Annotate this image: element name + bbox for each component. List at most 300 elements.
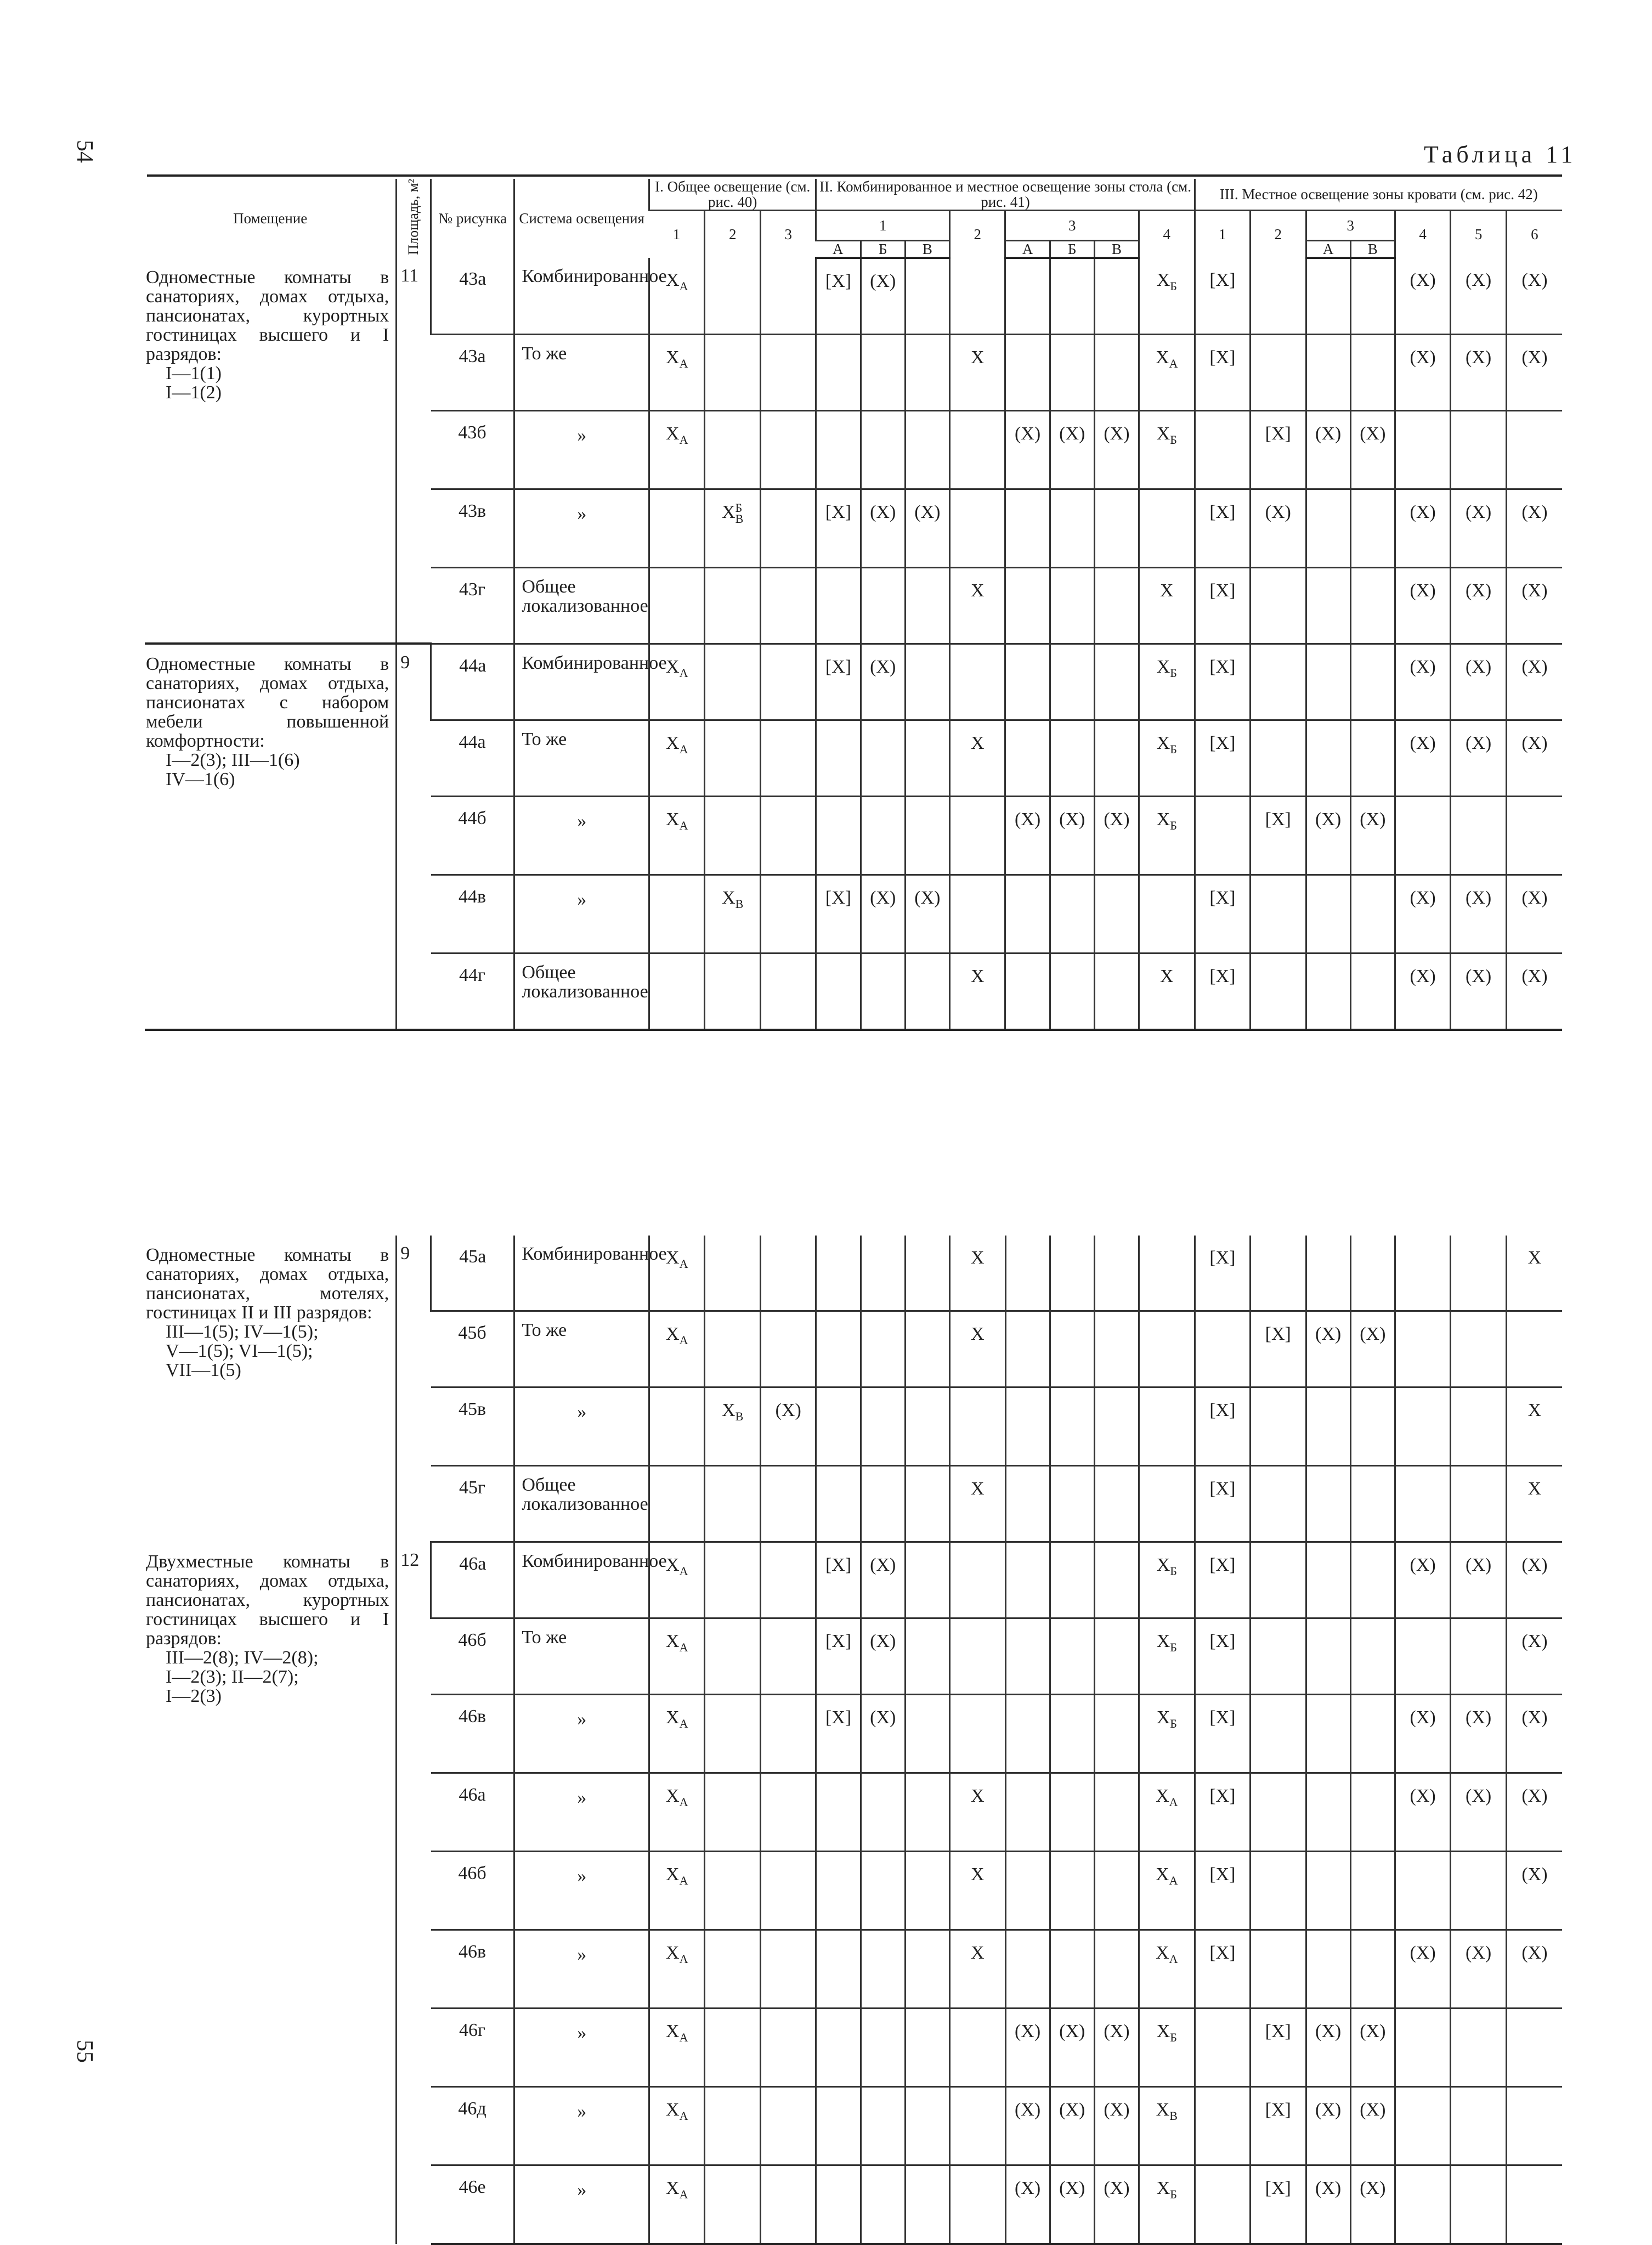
mark-cell [760, 334, 816, 410]
mark-cell [950, 258, 1005, 335]
mark-cell [1251, 720, 1306, 796]
figure-number: 46г [431, 2009, 514, 2087]
mark-cell [950, 796, 1005, 875]
mark-cell: [X] [816, 489, 861, 567]
mark-cell: (X) [1005, 2009, 1050, 2087]
mark-cell: $X_А$ [649, 1311, 705, 1387]
header-group-combined: II. Комбинированное и местное освещение зоны стола (см. рис. 41) [816, 179, 1195, 211]
mark-cell: X [950, 1773, 1005, 1852]
mark-cell [905, 796, 949, 875]
mark-cell [861, 410, 905, 489]
mark-cell: (X) [1395, 720, 1450, 796]
category-codes: I—1(2) [166, 382, 222, 403]
area-value: 12 [397, 1542, 431, 2244]
mark-cell: [X] [1195, 489, 1250, 567]
mark-cell [1005, 1466, 1050, 1542]
mark-cell [1094, 644, 1139, 720]
mark-cell [1306, 1695, 1350, 1773]
mark-cell [1451, 1466, 1506, 1542]
mark-cell: (X) [861, 644, 905, 720]
mark-cell: $X_А$ [649, 1852, 705, 1930]
mark-cell: [X] [1251, 796, 1306, 875]
mark-cell [1251, 567, 1306, 644]
table-row [145, 1236, 1562, 1311]
mark-cell [950, 1695, 1005, 1773]
mark-cell: $X_А$ [649, 1930, 705, 2009]
page-number-bottom: 55 [72, 2040, 97, 2063]
mark-cell [760, 410, 816, 489]
g2-abv: Б [861, 240, 905, 258]
mark-cell [861, 2087, 905, 2165]
mark-cell [1350, 644, 1395, 720]
mark-cell [1139, 1236, 1195, 1311]
mark-cell: (X) [1451, 567, 1506, 644]
mark-cell [1451, 796, 1506, 875]
mark-cell: (X) [1350, 2009, 1395, 2087]
mark-cell [1350, 1695, 1395, 1773]
mark-cell [1005, 1387, 1050, 1466]
mark-cell [1050, 1930, 1094, 2009]
mark-cell [1451, 410, 1506, 489]
mark-cell [905, 1930, 949, 2009]
category-codes: IV—1(6) [166, 769, 235, 790]
mark-cell [1451, 1852, 1506, 1930]
mark-cell [705, 1773, 760, 1852]
mark-cell [1050, 953, 1094, 1030]
mark-cell [816, 1852, 861, 1930]
mark-cell: (X) [1094, 796, 1139, 875]
mark-cell [1506, 410, 1562, 489]
mark-cell [1005, 1311, 1050, 1387]
mark-cell [760, 875, 816, 953]
mark-cell: X [1139, 567, 1195, 644]
mark-cell [705, 953, 760, 1030]
mark-cell: (X) [861, 1542, 905, 1618]
mark-cell: (X) [1395, 334, 1450, 410]
mark-cell: X [950, 1466, 1005, 1542]
mark-cell: $X_А$ [649, 1773, 705, 1852]
mark-cell [760, 1930, 816, 2009]
mark-cell [950, 875, 1005, 953]
mark-cell [1094, 1236, 1139, 1311]
mark-cell: (X) [1506, 1773, 1562, 1852]
mark-cell [1395, 410, 1450, 489]
mark-cell [705, 2165, 760, 2244]
mark-cell [905, 410, 949, 489]
mark-cell [649, 567, 704, 644]
mark-cell [905, 720, 949, 796]
mark-cell [1005, 720, 1050, 796]
mark-cell [1050, 1466, 1094, 1542]
mark-cell [905, 1695, 949, 1773]
figure-number: 45б [431, 1311, 514, 1387]
mark-cell: (X) [905, 489, 949, 567]
mark-cell: [X] [816, 875, 861, 953]
mark-cell: $X_В$ [1139, 2087, 1195, 2165]
mark-cell [760, 2165, 816, 2244]
mark-cell [816, 567, 861, 644]
figure-number: 43а [431, 334, 514, 410]
mark-cell [1395, 2009, 1450, 2087]
mark-cell [1139, 489, 1195, 567]
figure-number: 46в [431, 1695, 514, 1773]
mark-cell [1306, 334, 1350, 410]
mark-cell: (X) [1451, 489, 1506, 567]
mark-cell [1005, 258, 1050, 335]
mark-cell: (X) [1306, 2165, 1350, 2244]
mark-cell: (X) [1451, 334, 1506, 410]
mark-cell [816, 796, 861, 875]
mark-cell: X [950, 953, 1005, 1030]
mark-cell [705, 720, 760, 796]
top-rule [147, 174, 1562, 177]
lighting-system: » [514, 796, 649, 875]
mark-cell [1094, 1930, 1139, 2009]
mark-cell [1005, 334, 1050, 410]
header-system: Система освещения [514, 179, 649, 258]
mark-cell: (X) [905, 875, 949, 953]
mark-cell: [X] [1195, 1387, 1250, 1466]
category-codes: III—1(5); IV—1(5); [166, 1322, 319, 1342]
mark-cell [649, 875, 704, 953]
figure-number: 46а [431, 1773, 514, 1852]
mark-cell: (X) [1451, 1930, 1506, 2009]
mark-cell [1195, 796, 1250, 875]
mark-cell [1306, 1466, 1350, 1542]
mark-cell: (X) [1306, 1311, 1350, 1387]
mark-cell: (X) [1395, 1695, 1450, 1773]
mark-cell: (X) [1506, 953, 1562, 1030]
mark-cell [1506, 796, 1562, 875]
mark-cell: [X] [1251, 2087, 1306, 2165]
mark-cell [1350, 953, 1395, 1030]
mark-cell [950, 1618, 1005, 1695]
mark-cell: [X] [816, 1542, 861, 1618]
mark-cell [705, 1236, 760, 1311]
mark-cell: (X) [1050, 410, 1094, 489]
mark-cell: X [950, 1852, 1005, 1930]
mark-cell [905, 258, 949, 335]
lighting-system: То же [514, 1618, 649, 1695]
mark-cell: [X] [1195, 720, 1250, 796]
mark-cell [1050, 644, 1094, 720]
mark-cell: (X) [1395, 258, 1450, 335]
mark-cell [1005, 1852, 1050, 1930]
g3-abv: В [1350, 240, 1395, 258]
lighting-system: То же [514, 1311, 649, 1387]
header-room: Помещение [233, 210, 308, 227]
mark-cell: (X) [861, 1618, 905, 1695]
mark-cell: [X] [1195, 258, 1250, 335]
mark-cell [1451, 1311, 1506, 1387]
header-group-general: I. Общее освещение (см. рис. 40) [649, 179, 816, 211]
mark-cell [1094, 567, 1139, 644]
mark-cell [1395, 1311, 1450, 1387]
mark-cell [1251, 1852, 1306, 1930]
g3-sub: 1 [1195, 211, 1250, 258]
mark-cell [760, 644, 816, 720]
mark-cell [705, 410, 760, 489]
mark-cell: X [1506, 1387, 1562, 1466]
mark-cell [861, 953, 905, 1030]
mark-cell [1139, 875, 1195, 953]
mark-cell [1005, 1695, 1050, 1773]
mark-cell [816, 953, 861, 1030]
mark-cell [1306, 1930, 1350, 2009]
mark-cell: (X) [1506, 720, 1562, 796]
area-value: 9 [397, 1236, 431, 1542]
mark-cell [1306, 720, 1350, 796]
mark-cell [950, 1542, 1005, 1618]
figure-number: 44а [431, 644, 514, 720]
mark-cell [1094, 489, 1139, 567]
mark-cell [1306, 567, 1350, 644]
mark-cell: (X) [1050, 2009, 1094, 2087]
mark-cell: (X) [1094, 2087, 1139, 2165]
mark-cell [1094, 1311, 1139, 1387]
mark-cell [950, 1387, 1005, 1466]
mark-cell [1094, 334, 1139, 410]
mark-cell [1251, 1773, 1306, 1852]
mark-cell [760, 258, 816, 335]
mark-cell [1251, 334, 1306, 410]
mark-cell: (X) [1395, 1542, 1450, 1618]
mark-cell [1050, 1387, 1094, 1466]
mark-cell [861, 2009, 905, 2087]
mark-cell [905, 334, 949, 410]
mark-cell: X [950, 567, 1005, 644]
mark-cell [1005, 489, 1050, 567]
mark-cell [861, 567, 905, 644]
mark-cell [1050, 720, 1094, 796]
g2-abv: А [816, 240, 861, 258]
mark-cell [760, 1773, 816, 1852]
mark-cell: $X_А$ [649, 258, 704, 335]
mark-cell: (X) [1395, 1930, 1450, 2009]
mark-cell [861, 1773, 905, 1852]
mark-cell [760, 1852, 816, 1930]
mark-cell [816, 2009, 861, 2087]
lighting-system: » [514, 410, 649, 489]
mark-cell [1251, 1695, 1306, 1773]
mark-cell: (X) [1451, 720, 1506, 796]
mark-cell [705, 1852, 760, 1930]
mark-cell: (X) [1306, 410, 1350, 489]
mark-cell: $X_А$ [649, 796, 704, 875]
mark-cell [1005, 567, 1050, 644]
mark-cell [1094, 1618, 1139, 1695]
mark-cell [1094, 258, 1139, 335]
mark-cell: (X) [1506, 1852, 1562, 1930]
figure-number: 46а [431, 1542, 514, 1618]
mark-cell [705, 1542, 760, 1618]
lighting-system: » [514, 1695, 649, 1773]
mark-cell [1350, 489, 1395, 567]
mark-cell [705, 644, 760, 720]
mark-cell: (X) [1395, 644, 1450, 720]
mark-cell [816, 410, 861, 489]
mark-cell [1395, 1466, 1450, 1542]
mark-cell: X [950, 720, 1005, 796]
lighting-system: То же [514, 334, 649, 410]
mark-cell: $X_А$ [1139, 1852, 1195, 1930]
g3-sub: 3 [1306, 211, 1395, 241]
mark-cell [905, 1542, 949, 1618]
mark-cell [1395, 796, 1450, 875]
mark-cell: $X_В$ [705, 1387, 760, 1466]
mark-cell [1395, 1387, 1450, 1466]
mark-cell [705, 1695, 760, 1773]
mark-cell: (X) [1451, 1773, 1506, 1852]
area-value: 9 [397, 644, 431, 1030]
room-description: Одноместные комнаты в санаториях, домах отдыха, пансионатах с набором мебели повышенной комфортности: I—2(3); III—1(6) IV—1(6) [145, 644, 397, 1030]
mark-cell: $X_А$ [649, 410, 704, 489]
g2-abv: В [905, 240, 949, 258]
mark-cell [1306, 1387, 1350, 1466]
mark-cell: $X_Б$ [1139, 644, 1195, 720]
room-description: Одноместные комнаты в санаториях, домах отдыха, пансионатах, мотелях, гостиницах II и III разрядов: III—1(5); IV—1(5); V—1(5); VI—1(5); VII—1(5) [146, 1245, 389, 1380]
lighting-system: Общее локализованное [514, 567, 649, 644]
mark-cell [1050, 1618, 1094, 1695]
mark-cell [1251, 258, 1306, 335]
mark-cell: X [1506, 1466, 1562, 1542]
mark-cell: [X] [1195, 953, 1250, 1030]
mark-cell [649, 1466, 705, 1542]
mark-cell [905, 2009, 949, 2087]
mark-cell: (X) [1094, 2009, 1139, 2087]
mark-cell [1306, 1773, 1350, 1852]
mark-cell [1395, 2165, 1450, 2244]
mark-cell [1350, 1466, 1395, 1542]
mark-cell: [X] [1195, 875, 1250, 953]
mark-cell: (X) [861, 258, 905, 335]
mark-cell [1506, 2165, 1562, 2244]
page-number-top: 54 [72, 140, 97, 163]
figure-number: 43в [431, 489, 514, 567]
mark-cell: [X] [1195, 1695, 1250, 1773]
mark-cell: (X) [1506, 334, 1562, 410]
mark-cell [861, 796, 905, 875]
mark-cell: (X) [1005, 796, 1050, 875]
mark-cell [861, 1930, 905, 2009]
mark-cell [1306, 953, 1350, 1030]
mark-cell [950, 644, 1005, 720]
g2-abv: А [1005, 240, 1050, 258]
g2-sub: 3 [1005, 211, 1139, 241]
figure-number: 46в [431, 1930, 514, 2009]
mark-cell [1050, 1852, 1094, 1930]
mark-cell [905, 2087, 949, 2165]
mark-cell: (X) [1350, 410, 1395, 489]
mark-cell [1350, 720, 1395, 796]
mark-cell [705, 258, 760, 335]
mark-cell [816, 334, 861, 410]
mark-cell: $X_А$ [649, 720, 704, 796]
mark-cell: (X) [1005, 2087, 1050, 2165]
mark-cell: $X_Б$ [1139, 720, 1195, 796]
lighting-system: » [514, 2165, 649, 2244]
mark-cell: [X] [1195, 1542, 1250, 1618]
mark-cell [1094, 1466, 1139, 1542]
mark-cell [1350, 1852, 1395, 1930]
mark-cell: X [1139, 953, 1195, 1030]
mark-cell: $X_Б$ [1139, 1695, 1195, 1773]
mark-cell: (X) [1451, 953, 1506, 1030]
mark-cell [816, 2087, 861, 2165]
mark-cell: (X) [1451, 644, 1506, 720]
mark-cell [760, 1236, 816, 1311]
figure-number: 44а [431, 720, 514, 796]
mark-cell: X Б В [705, 489, 760, 567]
mark-cell [816, 1466, 861, 1542]
mark-cell [1350, 1236, 1395, 1311]
mark-cell: (X) [1306, 796, 1350, 875]
mark-cell: (X) [1506, 1542, 1562, 1618]
mark-cell [1005, 1773, 1050, 1852]
mark-cell [950, 2165, 1005, 2244]
mark-cell [1139, 1311, 1195, 1387]
mark-cell [1050, 334, 1094, 410]
area-value: 11 [397, 258, 431, 644]
mark-cell [905, 1618, 949, 1695]
mark-cell [705, 1466, 760, 1542]
mark-cell [1094, 953, 1139, 1030]
mark-cell: (X) [1506, 567, 1562, 644]
mark-cell [1005, 644, 1050, 720]
mark-cell [861, 2165, 905, 2244]
mark-cell [1094, 1852, 1139, 1930]
mark-cell: X [950, 1236, 1005, 1311]
figure-number: 46д [431, 2087, 514, 2165]
mark-cell [816, 720, 861, 796]
mark-cell [1395, 1618, 1450, 1695]
mark-cell [1050, 1311, 1094, 1387]
mark-cell: $X_Б$ [1139, 796, 1195, 875]
mark-cell: (X) [1005, 2165, 1050, 2244]
mark-cell: (X) [1451, 258, 1506, 335]
mark-cell: (X) [1050, 2165, 1094, 2244]
mark-cell [1350, 1387, 1395, 1466]
mark-cell: [X] [1251, 2165, 1306, 2244]
mark-cell [1251, 1466, 1306, 1542]
figure-number: 46б [431, 1618, 514, 1695]
lighting-system: » [514, 1930, 649, 2009]
mark-cell: [X] [816, 258, 861, 335]
mark-cell: (X) [760, 1387, 816, 1466]
mark-cell [1050, 1542, 1094, 1618]
lighting-system: Общее локализованное [514, 953, 649, 1030]
mark-cell [1251, 1618, 1306, 1695]
mark-cell: $X_Б$ [1139, 1542, 1195, 1618]
mark-cell [1451, 2009, 1506, 2087]
mark-cell [705, 2009, 760, 2087]
mark-cell [760, 489, 816, 567]
mark-cell: (X) [1506, 1930, 1562, 2009]
table-row [145, 644, 1562, 720]
mark-cell [861, 1236, 905, 1311]
mark-cell: $X_А$ [649, 1236, 705, 1311]
mark-cell [950, 489, 1005, 567]
figure-number: 45а [431, 1236, 514, 1311]
mark-cell: (X) [1395, 953, 1450, 1030]
mark-cell: (X) [1251, 489, 1306, 567]
mark-cell: [X] [1195, 334, 1250, 410]
mark-cell [1050, 1773, 1094, 1852]
lighting-table-top [145, 179, 1562, 1031]
mark-cell [760, 720, 816, 796]
mark-cell: $X_А$ [649, 1618, 705, 1695]
mark-cell: [X] [1251, 1311, 1306, 1387]
